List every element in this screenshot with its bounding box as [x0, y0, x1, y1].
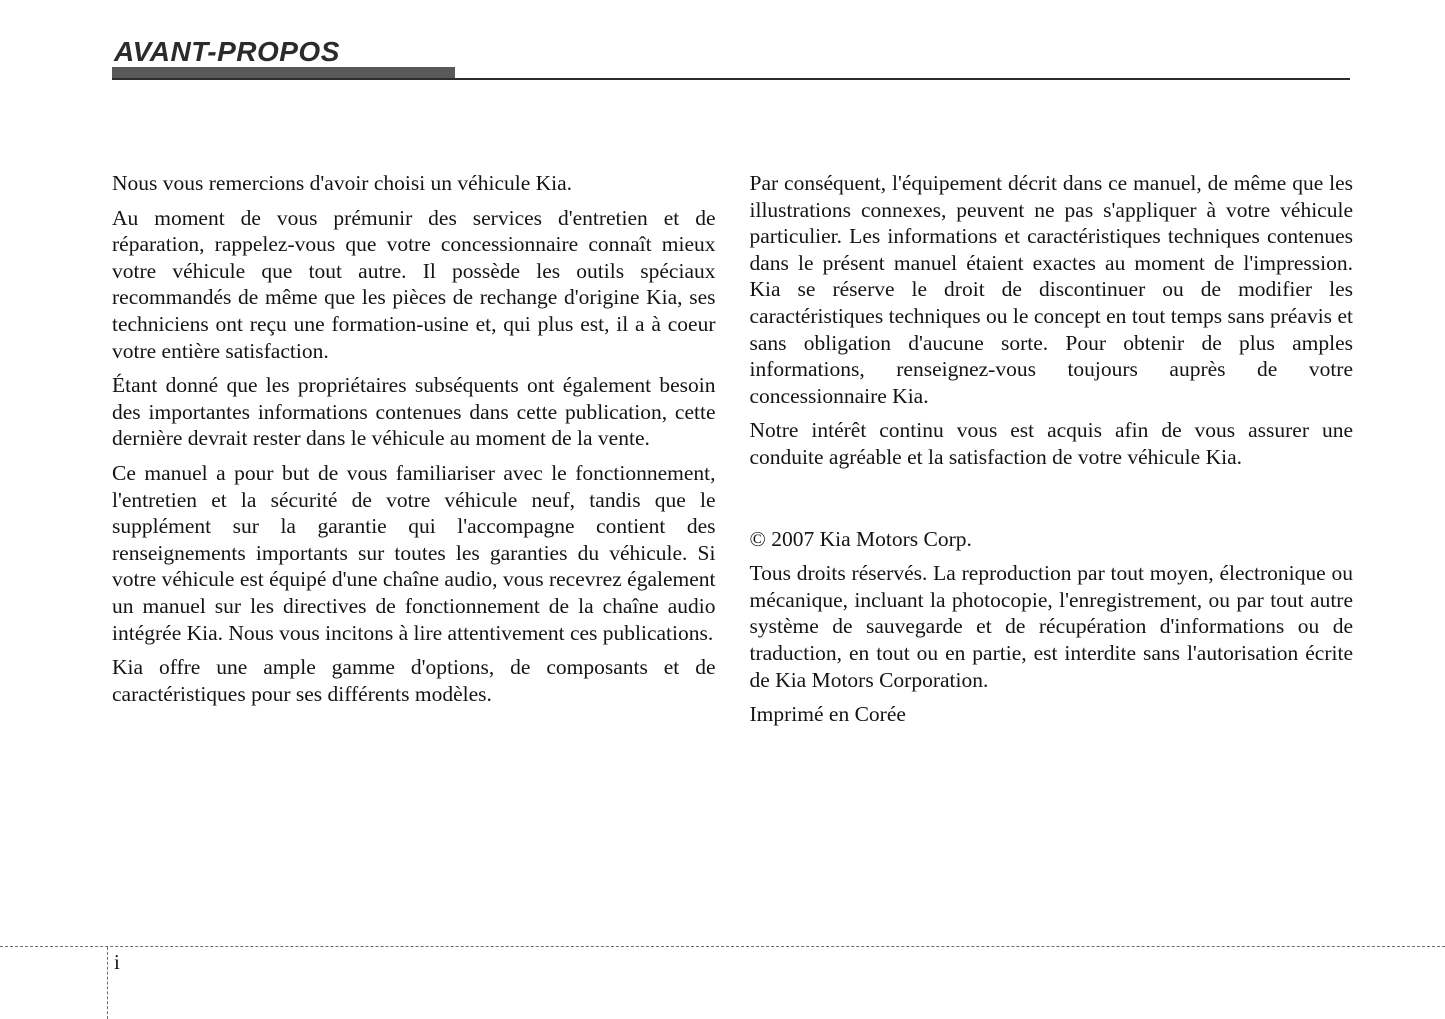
footer-dashed-rule	[0, 946, 1445, 947]
page-number: i	[114, 950, 120, 974]
header-rule	[112, 78, 1350, 80]
paragraph: Étant donné que les propriétaires subséquents ont également besoin des importantes informations contenues dans cette publication, cette dernière devrait rester dans le véhicule au moment de la vente.	[112, 373, 716, 451]
copyright-line: © 2007 Kia Motors Corp.	[749, 526, 972, 551]
page-title: AVANT-PROPOS	[114, 36, 340, 67]
paragraph: Notre intérêt continu vous est acquis afin de vous assurer une conduite agréable et la satisfaction de votre véhicule Kia.	[749, 418, 1353, 469]
copyright-block	[750, 526, 1354, 728]
paragraph: Kia offre une ample gamme d'options, de composants et de caractéristiques pour ses différents modèles.	[112, 655, 716, 706]
footer-crop-mark	[107, 947, 108, 1019]
paragraph: Nous vous remercions d'avoir choisi un véhicule Kia.	[112, 171, 573, 195]
paragraph: Au moment de vous prémunir des services d'entretien et de réparation, rappelez-vous que votre concessionnaire connaît mieux votre véhicule que tout autre. Il possède les outils spéciaux recommandés de même que les pièces de rechange d'origine Kia, ses techniciens ont reçu une formation-usine et, qui plus est, il a à coeur votre entière satisfaction.	[112, 205, 716, 363]
right-column	[750, 170, 1354, 728]
left-column	[112, 170, 716, 728]
paragraph: Ce manuel a pour but de vous familiariser avec le fonctionnement, l'entretien et la sécurité de votre véhicule neuf, tandis que le supplément sur la garantie qui l'accompagne contient des renseignements importants sur toutes les garanties du véhicule. Si votre véhicule est équipé d'une chaîne audio, vous recevrez également un manuel sur les directives de fonctionnement de la chaîne audio intégrée Kia. Nous vous incitons à lire attentivement ces publications.	[112, 460, 716, 645]
printed-in-line: Imprimé en Corée	[749, 702, 906, 727]
text-columns	[112, 170, 1353, 728]
paragraph: Par conséquent, l'équipement décrit dans ce manuel, de même que les illustrations connexes, peuvent ne pas s'appliquer à votre véhicule particulier. Les informations et caractéristiques techniques contenues dans le présent manuel étaient exactes au moment de l'impression. Kia se réserve le droit de discontinuer ou de modifier les caractéristiques techniques ou le concept en tout temps sans préavis et sans obligation d'aucune sorte. Pour obtenir de plus amples informations, renseignez-vous toujours auprès de votre concessionnaire Kia.	[749, 171, 1353, 408]
rights-paragraph: Tous droits réservés. La reproduction par tout moyen, électronique ou mécanique, incluant la photocopie, l'enregistrement, ou par tout autre système de sauvegarde et de récupération d'informations ou de traduction, en tout ou en partie, est interdite sans l'autorisation écrite de Kia Motors Corporation.	[749, 561, 1353, 692]
